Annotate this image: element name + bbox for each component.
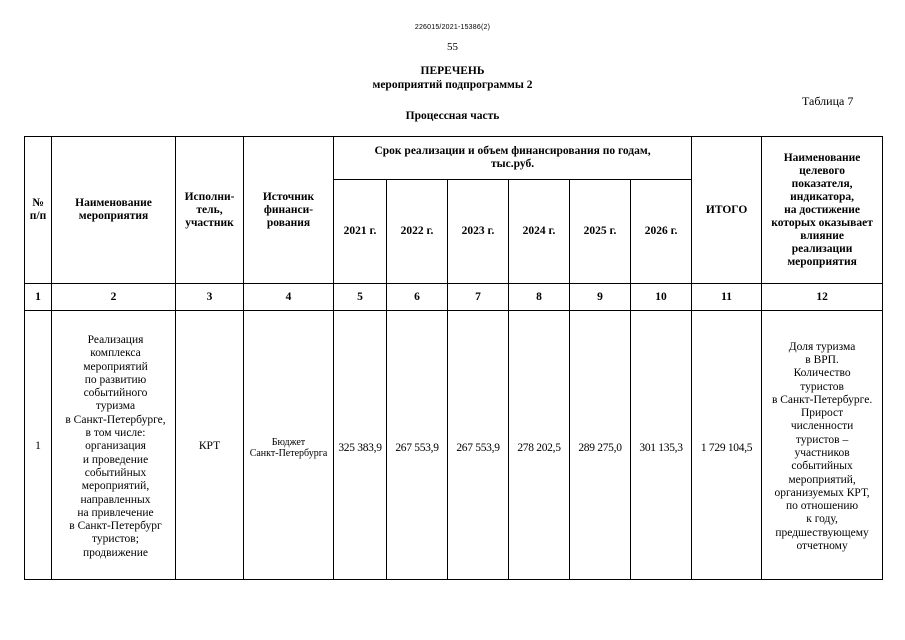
column-number: 1	[25, 284, 52, 311]
column-number: 2	[52, 284, 176, 311]
title-line-1: ПЕРЕЧЕНЬ	[420, 65, 485, 77]
document-registration-number: 226015/2021-15386(2)	[414, 24, 491, 31]
row-value-2022: 267 553,9	[387, 311, 448, 580]
measures-table	[24, 136, 883, 580]
row-source: Бюджет Санкт-Петербурга	[244, 311, 334, 580]
header-indicator: Наименование целевого показателя, индикатора, на достижение которых оказывает влияние реализации мероприятия	[762, 137, 883, 284]
header-source: Источник финанси- рования	[244, 137, 334, 284]
column-number: 5	[334, 284, 387, 311]
column-number: 3	[176, 284, 244, 311]
row-total: 1 729 104,5	[692, 311, 762, 580]
column-number: 10	[631, 284, 692, 311]
section-label: Процессная часть	[405, 110, 500, 122]
row-value-2026: 301 135,3	[631, 311, 692, 580]
title-line-2: мероприятий подпрограммы 2	[372, 79, 533, 91]
header-total: ИТОГО	[692, 137, 762, 284]
header-executor: Исполни- тель, участник	[176, 137, 244, 284]
row-num: 1	[25, 311, 52, 580]
table-label: Таблица 7	[802, 94, 854, 108]
row-value-2024: 278 202,5	[509, 311, 570, 580]
header-num: № п/п	[25, 137, 52, 284]
header-year-2024: 2024 г.	[509, 180, 570, 284]
row-name: Реализация комплекса мероприятий по развитию событийного туризма в Санкт-Петербурге, в том числе: организация и проведение событийных мероприятий, направленных на привлечение в Санкт-Петербург туристов; продвижение	[52, 311, 176, 580]
column-number: 7	[448, 284, 509, 311]
column-number: 4	[244, 284, 334, 311]
header-year-2025: 2025 г.	[570, 180, 631, 284]
header-name: Наименование мероприятия	[52, 137, 176, 284]
column-number: 6	[387, 284, 448, 311]
column-number: 9	[570, 284, 631, 311]
row-value-2021: 325 383,9	[334, 311, 387, 580]
header-period-group: Срок реализации и объем финансирования по годам, тыс.руб.	[334, 137, 692, 180]
column-number: 11	[692, 284, 762, 311]
header-year-2026: 2026 г.	[631, 180, 692, 284]
row-value-2023: 267 553,9	[448, 311, 509, 580]
table-row	[25, 311, 883, 580]
row-value-2025: 289 275,0	[570, 311, 631, 580]
column-number: 8	[509, 284, 570, 311]
header-year-2023: 2023 г.	[448, 180, 509, 284]
header-year-2021: 2021 г.	[334, 180, 387, 284]
page-number: 55	[447, 41, 458, 53]
row-indicator: Доля туризма в ВРП. Количество туристов в Санкт-Петербурге. Прирост численности туристов – участников событийных мероприятий, организуемых КРТ, по отношению к году, предшествующему отчетному	[762, 311, 883, 580]
header-row-1	[25, 137, 883, 180]
document-title	[0, 64, 905, 92]
column-number: 12	[762, 284, 883, 311]
header-year-2022: 2022 г.	[387, 180, 448, 284]
column-number-row	[25, 284, 883, 311]
row-executor: КРТ	[176, 311, 244, 580]
